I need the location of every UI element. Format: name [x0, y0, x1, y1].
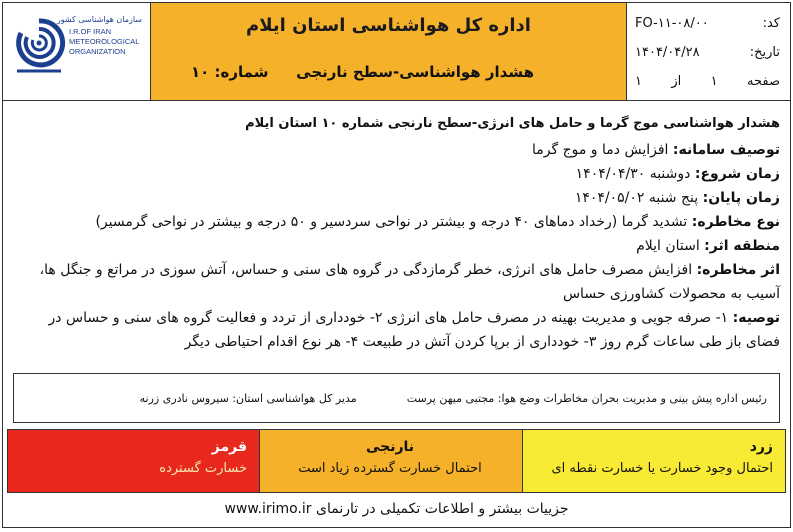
- document-meta: [627, 3, 790, 100]
- area-label: منطقه اثر:: [704, 238, 780, 254]
- start-value: دوشنبه ۱۴۰۴/۰۴/۳۰: [575, 166, 691, 182]
- page-row: [635, 67, 780, 96]
- level-red: [8, 430, 260, 492]
- area-value: استان ایلام: [636, 238, 700, 254]
- footer: [3, 495, 790, 527]
- warning-content: [3, 101, 790, 354]
- director-signature: مدیر کل هواشناسی استان: سیروس نادری زرنه: [139, 391, 357, 405]
- forecast-chief-signature: رئیس اداره پیش بینی و مدیریت بحران مخاطرات وضع هوا: مجتبی میهن پرست: [406, 391, 767, 405]
- level-orange: [260, 430, 523, 492]
- level-name: قرمز: [211, 439, 247, 455]
- system-label: توصیف سامانه:: [672, 142, 780, 158]
- date-value: ۱۴۰۴/۰۴/۲۸: [635, 45, 700, 60]
- impact-label: اثر مخاطره:: [696, 262, 780, 278]
- title-block: [151, 3, 627, 100]
- logo-en-text: [69, 27, 139, 57]
- warning-number: شماره: ۱۰: [191, 63, 269, 81]
- end-label: زمان پایان:: [702, 190, 780, 206]
- logo-fa-text: سازمان هواشناسی کشور: [56, 15, 142, 24]
- level-desc: احتمال وجود خسارت یا خسارت نقطه ای: [551, 461, 773, 476]
- logo: [3, 3, 151, 100]
- system-value: افزایش دما و موج گرما: [531, 142, 669, 158]
- start-label: زمان شروع:: [694, 166, 780, 182]
- code-row: [635, 9, 780, 38]
- page-label: صفحه: [747, 74, 780, 89]
- page-current: ۱: [710, 74, 718, 89]
- website-link[interactable]: www.irimo.ir: [224, 501, 312, 517]
- page-total: ۱: [635, 74, 643, 89]
- level-desc: خسارت گسترده: [159, 461, 247, 476]
- content-heading: هشدار هواشناسی موج گرما و حامل های انرژی-سطح نارنجی شماره ۱۰ استان ایلام: [245, 116, 780, 131]
- page-of: از: [671, 74, 682, 89]
- code-value: FO-۱۱-۰۸/۰۰: [635, 16, 709, 31]
- warning-document: [2, 2, 791, 528]
- advice-field: [13, 306, 780, 354]
- footer-text: جزییات بیشتر و اطلاعات تکمیلی در تارنمای: [316, 501, 569, 517]
- end-field: [13, 186, 780, 210]
- warning-title: هشدار هواشناسی-سطح نارنجی: [296, 63, 534, 81]
- level-name: نارنجی: [365, 439, 415, 455]
- logo-en-line: METEOROLOGICAL: [69, 37, 140, 46]
- level-name: زرد: [749, 439, 773, 455]
- level-desc: احتمال خسارت گسترده زیاد است: [298, 461, 482, 476]
- code-label: کد:: [762, 16, 780, 31]
- hazard-field: [13, 210, 780, 234]
- date-row: [635, 38, 780, 67]
- warning-levels: [7, 429, 786, 493]
- system-field: [13, 138, 780, 162]
- irimo-logo-icon: [11, 15, 67, 77]
- area-field: [13, 234, 780, 258]
- start-field: [13, 162, 780, 186]
- level-yellow: [523, 430, 785, 492]
- advice-value: ۱- صرفه جویی و مدیریت بهینه در مصرف حامل های انرژی ۲- خودداری از تردد و فعالیت گروه های سنی و حساس در فضای باز طی ساعات گرم روز ۳- خودداری از برپا کردن آتش در طبیعت ۴- هر نوع اقدام احتیاطی دیگر: [48, 310, 780, 350]
- logo-en-line: I.R.OF IRAN: [69, 27, 112, 36]
- org-title: اداره کل هواشناسی استان ایلام: [246, 15, 531, 36]
- impact-value: افزایش مصرف حامل های انرژی، خطر گرمازدگی در گروه های سنی و حساس، آتش سوزی در مراتع و جنگل ها، آسیب به محصولات کشاورزی حساس: [39, 262, 780, 302]
- impact-field: [13, 258, 780, 306]
- date-label: تاریخ:: [749, 45, 780, 60]
- hazard-label: نوع مخاطره:: [691, 214, 780, 230]
- header: [3, 3, 790, 101]
- advice-label: توصیه:: [732, 310, 780, 326]
- logo-en-line: ORGANIZATION: [69, 47, 126, 56]
- end-value: پنج شنبه ۱۴۰۴/۰۵/۰۲: [574, 190, 699, 206]
- hazard-value: تشدید گرما (رخداد دماهای ۴۰ درجه و بیشتر در نواحی سردسیر و ۵۰ درجه و بیشتر در نواحی گرمسیر): [95, 214, 688, 230]
- signature-box: [13, 373, 780, 423]
